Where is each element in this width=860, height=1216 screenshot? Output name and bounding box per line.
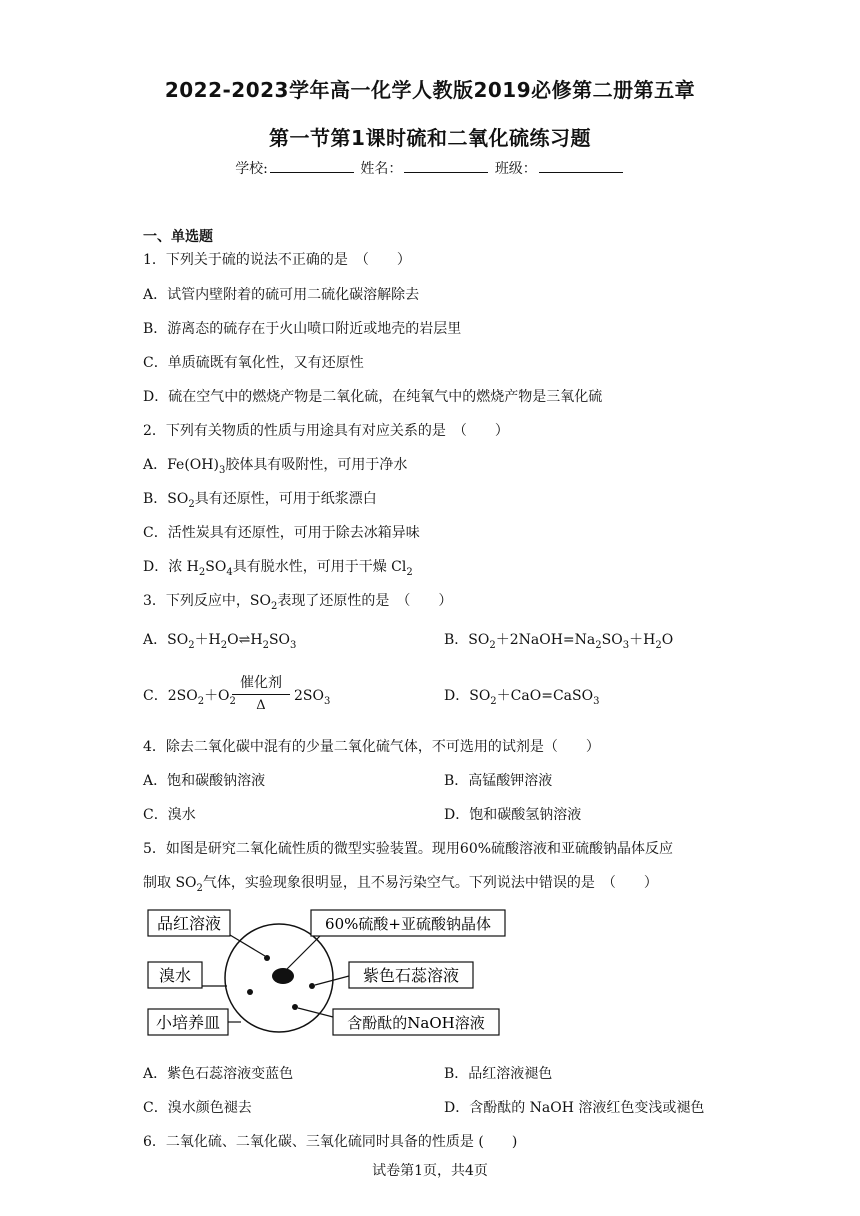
xiushui-dot xyxy=(247,989,253,995)
page-footer: 试卷第1页，共4页 xyxy=(372,1163,488,1179)
q6-stem: 6．二氧化硫、二氧化碳、三氧化硫同时具备的性质是 ( ) xyxy=(143,1134,518,1150)
title-line-1: 2022-2023学年高一化学人教版2019必修第二册第五章 xyxy=(164,78,696,102)
naoh-dot xyxy=(292,1004,298,1010)
q3-option-b: B．$SO_2+2NaOH=Na_2SO_3+H_2O$ xyxy=(444,632,674,651)
school-blank[interactable] xyxy=(270,160,354,173)
q1-option-b: B．游离态的硫存在于火山喷口附近或地壳的岩层里 xyxy=(143,321,462,337)
label-shirui: 紫色石蕊溶液 xyxy=(362,966,460,985)
class-label: 班级： xyxy=(494,161,537,177)
q2-stem: 2．下列有关物质的性质与用途具有对应关系的是 （ ） xyxy=(143,423,509,439)
label-center: 60%硫酸+亚硫酸钠晶体 xyxy=(325,915,491,933)
q3-option-a: A．$SO_2+H_2O\rightleftharpoons H_2SO_3$ xyxy=(143,632,297,651)
q5-option-b: B．品红溶液褪色 xyxy=(444,1066,553,1082)
label-naoh: 含酚酞的NaOH溶液 xyxy=(347,1014,485,1032)
q3-option-c: C．$2SO_2+O_2$ xyxy=(143,688,236,707)
q5-option-a: A．紫色石蕊溶液变蓝色 xyxy=(143,1066,294,1082)
q2-option-a: A．$Fe(OH)_3$胶体具有吸附性，可用于净水 xyxy=(143,457,408,476)
q1-stem: 1．下列关于硫的说法不正确的是 （ ） xyxy=(143,252,411,268)
q2-option-c: C．活性炭具有还原性，可用于除去冰箱异味 xyxy=(143,525,420,541)
school-label: 学校: xyxy=(235,161,268,177)
student-info xyxy=(0,158,860,178)
q2-option-b: B．$SO_2$具有还原性，可用于纸浆漂白 xyxy=(143,491,377,510)
q4-option-b: B．高锰酸钾溶液 xyxy=(444,773,553,789)
q5-option-d: D．含酚酞的 NaOH 溶液红色变浅或褪色 xyxy=(444,1100,705,1116)
q2-option-d: D．浓 $H_2SO_4$具有脱水性，可用于干燥 $Cl_2$ xyxy=(143,559,413,578)
q4-option-d: D．饱和碳酸氢钠溶液 xyxy=(444,807,582,823)
q4-option-c: C．溴水 xyxy=(143,807,196,823)
q4-stem: 4．除去二氧化碳中混有的少量二氧化硫气体，不可选用的试剂是（ ） xyxy=(143,739,600,755)
shirui-dot xyxy=(309,983,315,989)
q3-option-c-product: $2SO_3$ xyxy=(294,688,331,707)
q5-stem-line-1: 5．如图是研究二氧化硫性质的微型实验装置。现用60%硫酸溶液和亚硫酸钠晶体反应 xyxy=(143,841,674,857)
q5-stem-line-2: 制取 $SO_2$气体，实验现象很明显，且不易污染空气。下列说法中错误的是 （ ） xyxy=(143,875,658,894)
name-label: 姓名： xyxy=(360,161,403,177)
q3-option-d: D．$SO_2+CaO=CaSO_3$ xyxy=(444,688,600,707)
q5-option-c: C．溴水颜色褪去 xyxy=(143,1100,252,1116)
leader-naoh xyxy=(298,1008,333,1017)
name-blank[interactable] xyxy=(404,160,488,173)
label-pinhong: 品红溶液 xyxy=(156,914,222,933)
q1-option-d: D．硫在空气中的燃烧产物是二氧化硫，在纯氧气中的燃烧产物是三氧化硫 xyxy=(143,389,603,405)
q1-option-a: A．试管内壁附着的硫可用二硫化碳溶解除去 xyxy=(143,287,420,303)
q1-option-c: C．单质硫既有氧化性，又有还原性 xyxy=(143,355,364,371)
q3-stem: 3．下列反应中，$SO_2$表现了还原性的是 （ ） xyxy=(143,593,453,612)
leader-center xyxy=(287,933,323,969)
catalyst-label: 催化剂 xyxy=(240,675,282,691)
q4-option-a: A．饱和碳酸钠溶液 xyxy=(143,773,266,789)
center-reagent-dot xyxy=(272,968,294,984)
class-blank[interactable] xyxy=(539,160,623,173)
section-heading: 一、单选题 xyxy=(143,229,213,245)
experiment-diagram xyxy=(145,900,510,1048)
label-dish: 小培养皿 xyxy=(155,1013,221,1032)
label-xiushui: 溴水 xyxy=(158,966,192,985)
q3-reaction-condition xyxy=(232,672,290,713)
title-line-2: 第一节第1课时硫和二氧化硫练习题 xyxy=(269,126,591,150)
heat-symbol: Δ xyxy=(256,698,266,713)
reaction-arrow-bar xyxy=(232,694,290,695)
